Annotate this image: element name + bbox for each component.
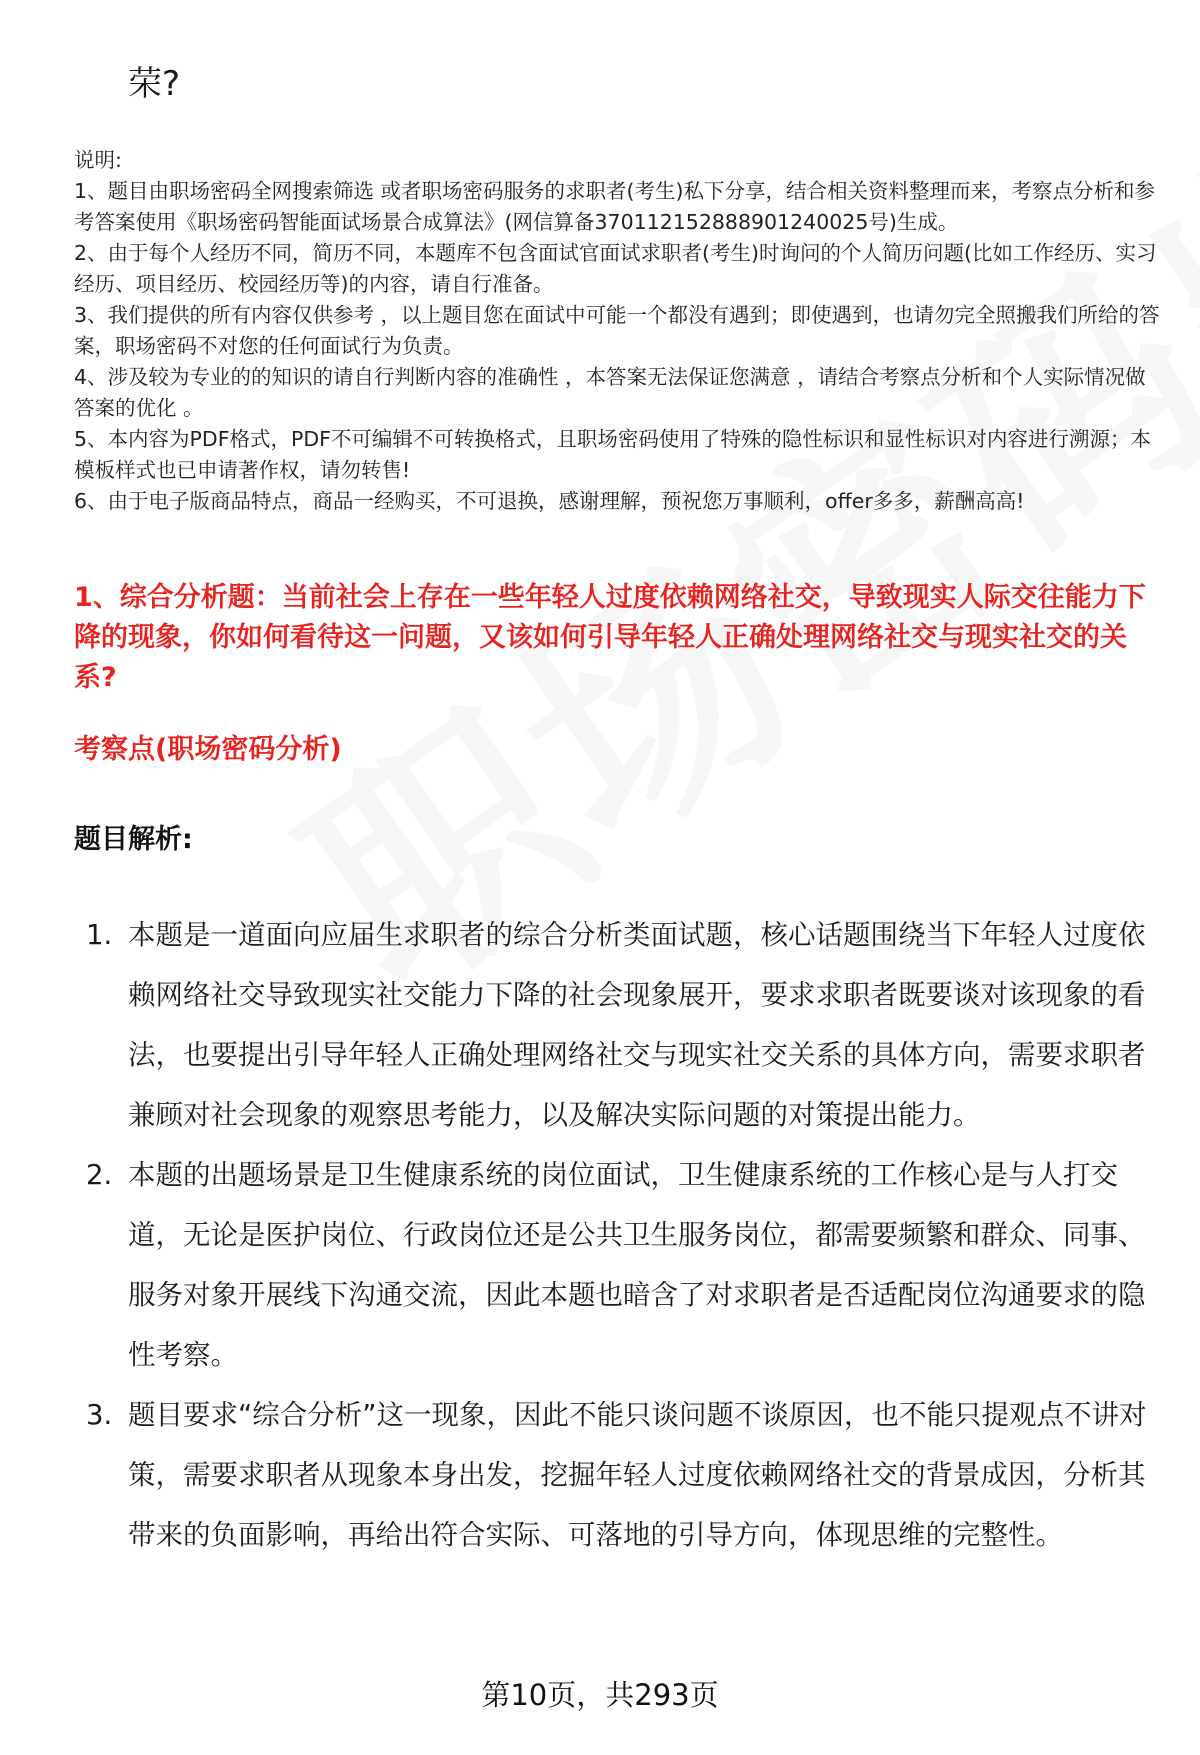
notice-item: 5、本内容为PDF格式，PDF不可编辑不可转换格式，且职场密码使用了特殊的隐性标识和显性标识对内容进行溯源；本模板样式也已申请著作权，请勿转售! — [74, 427, 1151, 482]
notice-title: 说明: — [74, 148, 122, 172]
notice-item: 4、涉及较为专业的的知识的请自行判断内容的准确性 ，本答案无法保证您满意 ，请结合考察点分析和个人实际情况做答案的优化 。 — [74, 365, 1146, 420]
notice-item: 2、由于每个人经历不同，简历不同，本题库不包含面试官面试求职者(考生)时询问的个人简历问题(比如工作经历、实习经历、项目经历、校园经历等)的内容，请自行准备。 — [74, 241, 1157, 296]
analysis-item-number: 3. — [86, 1399, 113, 1431]
analysis-item-text: 本题是一道面向应届生求职者的综合分析类面试题，核心话题围绕当下年轻人过度依赖网络社交导致现实社交能力下降的社会现象展开，要求求职者既要谈对该现象的看法，也要提出引导年轻人正确处理网络社交与现实社交关系的具体方向，需要求职者兼顾对社会现象的观察思考能力，以及解决实际问题的对策提出能力。 — [128, 919, 1146, 1131]
previous-page-fragment: 荣? — [128, 64, 181, 104]
notice-item: 3、我们提供的所有内容仅供参考 ，以上题目您在面试中可能一个都没有遇到；即使遇到，也请勿完全照搬我们所给的答案，职场密码不对您的任何面试行为负责。 — [74, 303, 1160, 358]
notice-block — [74, 145, 1164, 517]
exam-point-heading: 考察点(职场密码分析) — [74, 734, 342, 765]
analysis-item — [80, 1385, 1150, 1565]
analysis-item-number: 2. — [86, 1159, 113, 1191]
page-number-footer: 第10页，共293页 — [481, 1678, 719, 1712]
notice-item: 6、由于电子版商品特点，商品一经购买，不可退换，感谢理解，预祝您万事顺利，offer多多，薪酬高高! — [74, 489, 1025, 513]
question-heading: 1、综合分析题：当前社会上存在一些年轻人过度依赖网络社交，导致现实人际交往能力下降的现象，你如何看待这一问题，又该如何引导年轻人正确处理网络社交与现实社交的关系? — [74, 582, 1146, 693]
notice-item: 1、题目由职场密码全网搜索筛选 或者职场密码服务的求职者(考生)私下分享，结合相关资料整理而来，考察点分析和参考答案使用《职场密码智能面试场景合成算法》(网信算备370112152888901240025号)生成。 — [74, 179, 1156, 234]
analysis-item — [80, 905, 1150, 1145]
analysis-list — [80, 905, 1150, 1565]
analysis-heading: 题目解析: — [74, 824, 193, 855]
analysis-item — [80, 1145, 1150, 1385]
analysis-item-text: 本题的出题场景是卫生健康系统的岗位面试，卫生健康系统的工作核心是与人打交道，无论是医护岗位、行政岗位还是公共卫生服务岗位，都需要频繁和群众、同事、服务对象开展线下沟通交流，因此本题也暗含了对求职者是否适配岗位沟通要求的隐性考察。 — [128, 1159, 1146, 1371]
analysis-item-number: 1. — [86, 919, 113, 951]
analysis-item-text: 题目要求“综合分析”这一现象，因此不能只谈问题不谈原因，也不能只提观点不讲对策，需要求职者从现象本身出发，挖掘年轻人过度依赖网络社交的背景成因，分析其带来的负面影响，再给出符合实际、可落地的引导方向，体现思维的完整性。 — [128, 1399, 1147, 1551]
